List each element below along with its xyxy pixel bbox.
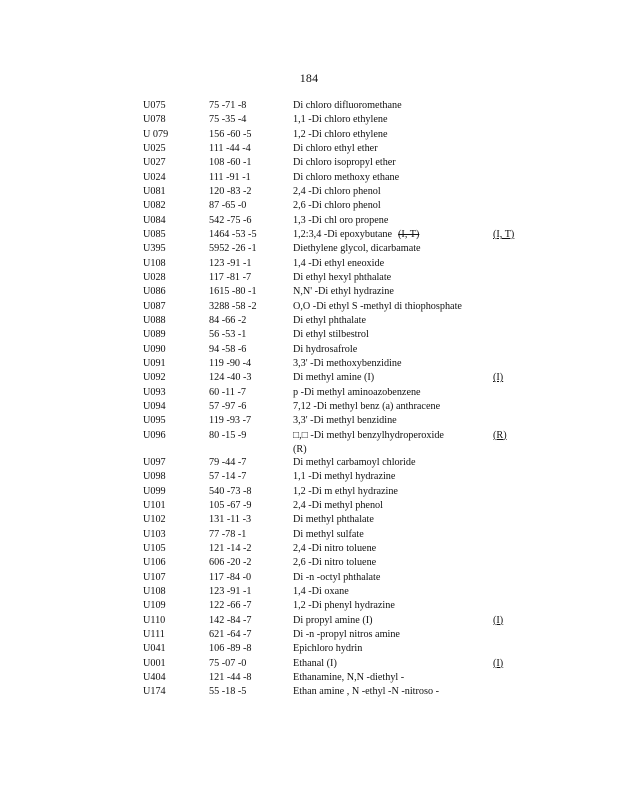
chemical-name: [293, 271, 391, 285]
chemical-name-text: Di methyl phthalate: [293, 514, 374, 526]
waste-code: U109: [143, 600, 166, 612]
cas-number: 131 -11 -3: [209, 514, 252, 526]
waste-code: U106: [143, 557, 166, 569]
chemical-name-text: Di chloro isopropyl ether: [293, 157, 396, 169]
cas-number: 142 -84 -7: [209, 614, 252, 626]
chemical-name: [293, 171, 399, 185]
chemical-name-text: Di propyl amine (I): [293, 614, 373, 626]
cas-number: 60 -11 -7: [209, 386, 246, 398]
chemical-name: [293, 657, 337, 671]
chemical-name: [293, 671, 404, 685]
waste-code: U024: [143, 171, 166, 183]
cas-number: 156 -60 -5: [209, 128, 252, 140]
cas-number: 80 -15 -9: [209, 429, 247, 441]
cas-number: 57 -97 -6: [209, 400, 247, 412]
chemical-name-text: 1,4 -Di ethyl eneoxide: [293, 257, 385, 269]
cas-number: 119 -90 -4: [209, 357, 252, 369]
table-row: [143, 199, 523, 213]
table-row: [143, 285, 523, 299]
chemical-name: [293, 528, 364, 542]
chemical-name-text: 1,1 -Di chloro ethylene: [293, 114, 388, 126]
table-row: [143, 328, 523, 342]
waste-code: U108: [143, 257, 166, 269]
waste-code: U102: [143, 514, 166, 526]
chemical-name-text: 1,2 -Di m ethyl hydrazine: [293, 485, 398, 497]
table-row: [143, 642, 523, 656]
waste-code: U084: [143, 214, 166, 226]
cas-number: 121 -14 -2: [209, 543, 252, 555]
waste-code: U091: [143, 357, 166, 369]
chemical-name-text: 2,4 -Di nitro toluene: [293, 543, 377, 555]
chemical-name: [293, 585, 349, 599]
chemical-name: [293, 113, 388, 127]
table-row: [143, 242, 523, 256]
table-row: [143, 142, 523, 156]
chemical-name-text: 1,4 -Di oxane: [293, 586, 349, 597]
chemical-name: [293, 228, 419, 242]
chemical-name-text: O,O -Di ethyl S -methyl di thiophosphate: [293, 300, 462, 312]
chemical-name: [293, 242, 421, 256]
chemical-name-text: Diethylene glycol, dicarbamate: [293, 243, 421, 255]
waste-code: U078: [143, 114, 166, 126]
chemical-name-text: Di ethyl stilbestrol: [293, 329, 369, 341]
cas-number: 119 -93 -7: [209, 415, 252, 427]
chemical-name: [293, 257, 384, 271]
chemical-name: [293, 556, 376, 570]
table-row: [143, 599, 523, 613]
chemical-name-text: Di ethyl phthalate: [293, 314, 366, 326]
cas-number: 621 -64 -7: [209, 628, 252, 640]
chemical-name-text: Di -n -propyl nitros amine: [293, 628, 400, 640]
chemical-name-text: Di methyl amine (I): [293, 372, 375, 384]
table-row: [143, 456, 523, 470]
chemical-name: [293, 429, 444, 458]
waste-code: U103: [143, 528, 166, 540]
cas-number: 75 -07 -0: [209, 657, 247, 669]
table-row: [143, 429, 523, 457]
chemical-name: [293, 614, 373, 628]
waste-code: U395: [143, 243, 166, 255]
table-row: [143, 171, 523, 185]
cas-number: 540 -73 -8: [209, 485, 252, 497]
waste-code: U097: [143, 457, 166, 469]
chemical-name: [293, 685, 439, 699]
table-row: [143, 400, 523, 414]
cas-number: 1615 -80 -1: [209, 286, 257, 298]
chemical-name-text: Ethanamine, N,N -diethyl -: [293, 671, 405, 683]
waste-code: U088: [143, 314, 166, 326]
waste-code: U095: [143, 415, 166, 427]
cas-number: 75 -71 -8: [209, 100, 247, 111]
waste-code: U041: [143, 643, 166, 655]
table-row: [143, 485, 523, 499]
table-row: [143, 499, 523, 513]
table-row: [143, 671, 523, 685]
cas-number: 117 -81 -7: [209, 271, 252, 283]
table-row: [143, 228, 523, 242]
chemical-name: [293, 128, 388, 142]
waste-code: U098: [143, 471, 166, 483]
chemical-name: [293, 542, 376, 556]
table-row: [143, 470, 523, 484]
page-number: 184: [299, 71, 319, 85]
chemical-name: [293, 285, 394, 299]
table-row: [143, 685, 523, 699]
waste-code: U027: [143, 157, 166, 169]
waste-code: U094: [143, 400, 166, 412]
chemical-name: [293, 214, 388, 228]
struck-hazard-code: (I, T): [398, 228, 420, 240]
chemical-name-text: 1,1 -Di methyl hydrazine: [293, 471, 396, 483]
table-row: [143, 113, 523, 127]
table-row: [143, 99, 523, 113]
cas-number: 84 -66 -2: [209, 314, 247, 326]
chemical-name: [293, 470, 395, 484]
waste-code: U089: [143, 329, 166, 341]
cas-number: 117 -84 -0: [209, 571, 252, 583]
waste-code: U082: [143, 200, 166, 212]
hazard-code: (I): [493, 614, 504, 626]
cas-number: 122 -66 -7: [209, 600, 252, 612]
table-row: [143, 542, 523, 556]
chemical-name: [293, 314, 366, 328]
table-row: [143, 371, 523, 385]
cas-number: 57 -14 -7: [209, 471, 247, 483]
chemical-name: [293, 156, 396, 170]
waste-code: U404: [143, 671, 166, 683]
table-row: [143, 343, 523, 357]
cas-number: 606 -20 -2: [209, 557, 252, 569]
chemical-name-text: Ethanal (I): [293, 657, 337, 669]
hazard-code: (I): [493, 372, 504, 384]
chemical-name-text: 3,3' -Di methyl benzidine: [293, 415, 397, 427]
chemical-name-text: 1,2 -Di phenyl hydrazine: [293, 600, 395, 612]
cas-number: 108 -60 -1: [209, 157, 252, 169]
table-row: [143, 357, 523, 371]
waste-code: U108: [143, 586, 166, 597]
chemical-name-text: 2,4 -Di methyl phenol: [293, 500, 383, 512]
waste-code: U174: [143, 686, 166, 698]
chemical-name: [293, 499, 383, 513]
chemical-name-text: 2,6 -Di nitro toluene: [293, 557, 377, 569]
waste-code: U110: [143, 614, 166, 626]
chemical-name-text: Di chloro difluoromethane: [293, 100, 402, 111]
chemical-name-text: N,N' -Di ethyl hydrazine: [293, 286, 394, 298]
table-row: [143, 386, 523, 400]
waste-code: U101: [143, 500, 166, 512]
table-row: [143, 628, 523, 642]
cas-number: 542 -75 -6: [209, 214, 252, 226]
chemical-table: [143, 99, 523, 700]
chemical-name: [293, 456, 416, 470]
chemical-name: [293, 386, 421, 400]
cas-number: 111 -91 -1: [209, 171, 251, 183]
table-row: [143, 300, 523, 314]
cas-number: 3288 -58 -2: [209, 300, 257, 312]
chemical-name-text: 3,3' -Di methoxybenzidine: [293, 357, 402, 369]
waste-code: U025: [143, 142, 166, 154]
waste-code: U085: [143, 228, 166, 240]
cas-number: 121 -44 -8: [209, 671, 252, 683]
chemical-name: [293, 628, 400, 642]
waste-code: U099: [143, 485, 166, 497]
table-row: [143, 271, 523, 285]
chemical-name-text: 7,12 -Di methyl benz (a) anthracene: [293, 400, 441, 412]
table-row: [143, 214, 523, 228]
chemical-name-continuation: (R): [293, 443, 307, 455]
chemical-name-text: □,□ -Di methyl benzylhydroperoxide: [293, 429, 444, 441]
chemical-name-text: Di chloro ethyl ether: [293, 142, 378, 154]
table-row: [143, 414, 523, 428]
waste-code: U087: [143, 300, 166, 312]
chemical-name: [293, 485, 398, 499]
chemical-name: [293, 199, 381, 213]
table-row: [143, 528, 523, 542]
chemical-name-text: 1,2:3,4 -Di epoxybutane: [293, 228, 393, 240]
cas-number: 79 -44 -7: [209, 457, 247, 469]
chemical-name: [293, 300, 462, 314]
cas-number: 120 -83 -2: [209, 185, 252, 197]
chemical-name-text: p -Di methyl aminoazobenzene: [293, 386, 421, 398]
chemical-name-text: Di chloro methoxy ethane: [293, 171, 400, 183]
cas-number: 94 -58 -6: [209, 343, 247, 355]
cas-number: 87 -65 -0: [209, 200, 247, 212]
waste-code: U093: [143, 386, 166, 398]
chemical-name: [293, 400, 440, 414]
table-row: [143, 585, 523, 599]
chemical-name-text: 1,3 -Di chl oro propene: [293, 214, 389, 226]
table-row: [143, 314, 523, 328]
chemical-name-text: 2,4 -Di chloro phenol: [293, 185, 381, 197]
chemical-name: [293, 328, 369, 342]
chemical-name: [293, 142, 378, 156]
waste-code: U107: [143, 571, 166, 583]
cas-number: 123 -91 -1: [209, 586, 252, 597]
waste-code: U105: [143, 543, 166, 555]
table-row: [143, 156, 523, 170]
chemical-name: [293, 571, 380, 585]
table-row: [143, 571, 523, 585]
cas-number: 75 -35 -4: [209, 114, 247, 126]
chemical-name: [293, 371, 374, 385]
cas-number: 106 -89 -8: [209, 643, 252, 655]
chemical-name: [293, 599, 395, 613]
hazard-code: (I): [493, 657, 504, 669]
cas-number: 111 -44 -4: [209, 142, 251, 154]
waste-code: U096: [143, 429, 166, 441]
hazard-code: (R): [493, 429, 507, 441]
cas-number: 105 -67 -9: [209, 500, 252, 512]
cas-number: 1464 -53 -5: [209, 228, 257, 240]
cas-number: 123 -91 -1: [209, 257, 252, 269]
chemical-name-text: 1,2 -Di chloro ethylene: [293, 128, 388, 140]
chemical-name-text: 2,6 -Di chloro phenol: [293, 200, 381, 212]
waste-code: U092: [143, 372, 166, 384]
table-row: [143, 556, 523, 570]
cas-number: 124 -40 -3: [209, 372, 252, 384]
chemical-name: [293, 99, 402, 113]
chemical-name: [293, 357, 402, 371]
waste-code: U081: [143, 185, 166, 197]
table-row: [143, 185, 523, 199]
chemical-name-text: Di ethyl hexyl phthalate: [293, 271, 392, 283]
chemical-name: [293, 513, 374, 527]
waste-code: U090: [143, 343, 166, 355]
waste-code: U001: [143, 657, 166, 669]
chemical-name-text: Ethan amine , N -ethyl -N -nitroso -: [293, 686, 439, 698]
cas-number: 77 -78 -1: [209, 528, 247, 540]
waste-code: U 079: [143, 128, 169, 140]
chemical-name: [293, 343, 357, 357]
table-row: [143, 257, 523, 271]
chemical-name: [293, 642, 362, 656]
table-row: [143, 614, 523, 628]
cas-number: 56 -53 -1: [209, 329, 247, 341]
chemical-name-text: Di methyl sulfate: [293, 528, 364, 540]
chemical-name-text: Epichloro hydrin: [293, 643, 363, 655]
chemical-name-text: Di methyl carbamoyl chloride: [293, 457, 416, 469]
waste-code: U028: [143, 271, 166, 283]
waste-code: U075: [143, 100, 166, 111]
table-row: [143, 513, 523, 527]
waste-code: U111: [143, 628, 165, 640]
waste-code: U086: [143, 286, 166, 298]
chemical-name-text: Di hydrosafrole: [293, 343, 358, 355]
hazard-code: (I, T): [493, 228, 515, 240]
cas-number: 55 -18 -5: [209, 686, 247, 698]
chemical-name: [293, 414, 397, 428]
table-row: [143, 128, 523, 142]
chemical-name-text: Di -n -octyl phthalate: [293, 571, 381, 583]
chemical-name: [293, 185, 381, 199]
cas-number: 5952 -26 -1: [209, 243, 257, 255]
table-row: [143, 657, 523, 671]
